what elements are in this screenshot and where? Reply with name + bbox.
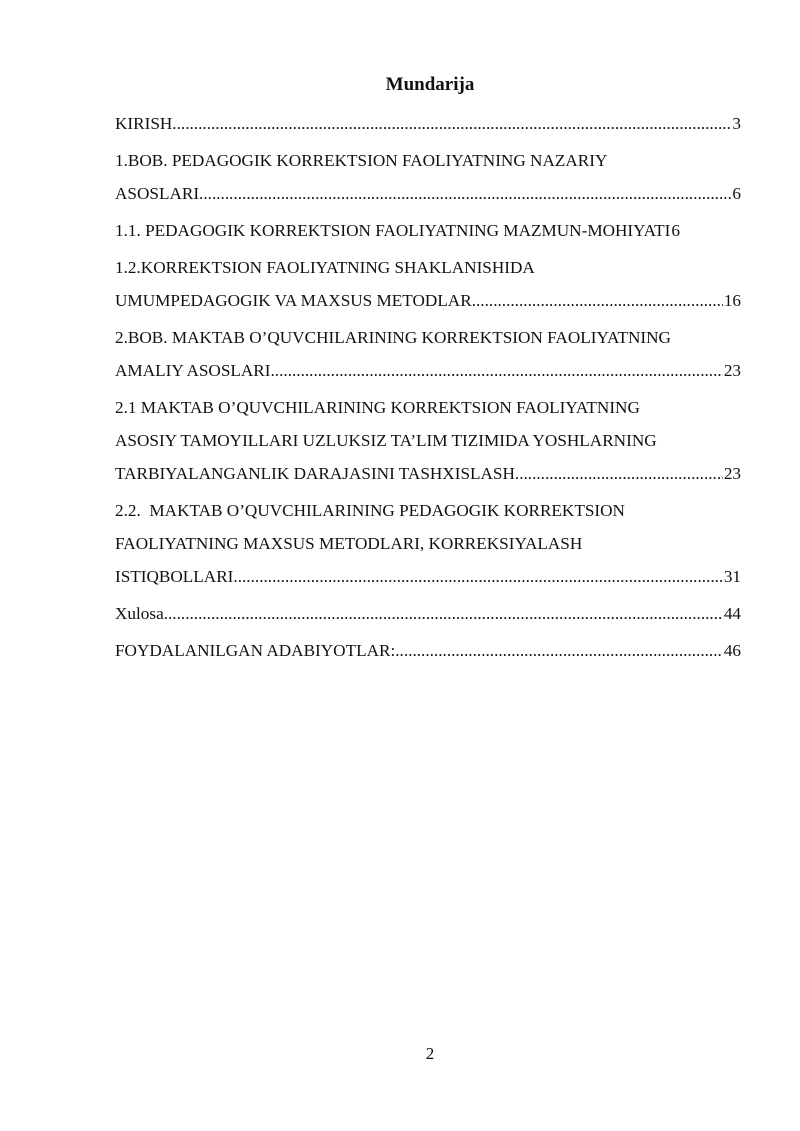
- dot-leader: [515, 457, 723, 490]
- toc-entry-line: [115, 391, 741, 424]
- toc-entry-references[interactable]: [115, 634, 741, 667]
- toc-entry-title: FAOLIYATNING MAXSUS METODLARI, KORREKSIYALASH: [115, 534, 583, 553]
- toc-entry-title: ISTIQBOLLARI: [115, 567, 234, 586]
- toc-entry-section-2-1[interactable]: [115, 391, 741, 490]
- toc-entry-title: ASOSIY TAMOYILLARI UZLUKSIZ TA’LIM TIZIMIDA YOSHLARNING: [115, 431, 657, 450]
- toc-entry-page: 6: [671, 221, 680, 240]
- table-of-contents: [115, 107, 741, 671]
- toc-entry-title: UMUMPEDAGOGIK VA MAXSUS METODLAR: [115, 291, 472, 310]
- toc-entry-title: 1.BOB. PEDAGOGIK KORREKTSION FAOLIYATNING NAZARIY: [115, 151, 608, 170]
- toc-entry-title: 2.1 MAKTAB O’QUVCHILARINING KORREKTSION FAOLIYATNING: [115, 398, 640, 417]
- toc-entry-line: [115, 251, 741, 284]
- dot-leader: [395, 634, 723, 667]
- toc-entry-page: 16: [723, 291, 741, 310]
- toc-entry-title: 2.2. MAKTAB O’QUVCHILARINING PEDAGOGIK KORREKTSION: [115, 501, 625, 520]
- toc-entry-page: 44: [723, 604, 741, 623]
- toc-entry-title: AMALIY ASOSLARI: [115, 361, 271, 380]
- page-number: 2: [425, 1044, 435, 1063]
- toc-entry-line: [115, 634, 741, 667]
- toc-entry-conclusion[interactable]: [115, 597, 741, 630]
- toc-entry-section-1-2[interactable]: [115, 251, 741, 317]
- dot-leader: [472, 284, 723, 317]
- toc-entry-page: 3: [732, 114, 741, 133]
- toc-entry-page: 23: [723, 361, 741, 380]
- toc-entry-line: [115, 560, 741, 593]
- toc-entry-title: 2.BOB. MAKTAB O’QUVCHILARINING KORREKTSION FAOLIYATNING: [115, 328, 671, 347]
- toc-entry-line: [115, 597, 741, 630]
- toc-entry-title: Xulosa: [115, 604, 164, 623]
- dot-leader: [271, 354, 723, 387]
- toc-entry-title: 1.1. PEDAGOGIK KORREKTSION FAOLIYATNING MAZMUN-MOHIYATI: [115, 221, 671, 240]
- toc-entry-line: [115, 527, 741, 560]
- toc-entry-line: [115, 321, 741, 354]
- toc-entry-title: FOYDALANILGAN ADABIYOTLAR:: [115, 641, 396, 660]
- toc-entry-title: ASOSLARI: [115, 184, 200, 203]
- toc-entry-line: [115, 457, 741, 490]
- toc-entry-line: [115, 107, 741, 140]
- toc-entry-line: [115, 424, 741, 457]
- dot-leader: [172, 107, 731, 140]
- dot-leader: [164, 597, 723, 630]
- toc-entry-section-1-1[interactable]: [115, 214, 741, 247]
- toc-entry-section-2-2[interactable]: [115, 494, 741, 593]
- toc-entry-line: [115, 494, 741, 527]
- toc-entry-title: 1.2.KORREKTSION FAOLIYATNING SHAKLANISHIDA: [115, 258, 535, 277]
- toc-entry-chapter-2[interactable]: [115, 321, 741, 387]
- toc-entry-page: 6: [732, 184, 741, 203]
- toc-entry-line: [115, 284, 741, 317]
- toc-entry-page: 46: [723, 641, 741, 660]
- dot-leader: [233, 560, 722, 593]
- toc-entry-page: 31: [723, 567, 741, 586]
- toc-entry-line: [115, 177, 741, 210]
- toc-title: Mundarija: [385, 74, 475, 95]
- toc-entry-line: [115, 214, 741, 247]
- toc-entry-introduction[interactable]: [115, 107, 741, 140]
- dot-leader: [199, 177, 731, 210]
- toc-entry-chapter-1[interactable]: [115, 144, 741, 210]
- toc-entry-title: KIRISH: [115, 114, 173, 133]
- toc-entry-page: 23: [723, 464, 741, 483]
- toc-entry-line: [115, 354, 741, 387]
- toc-entry-line: [115, 144, 741, 177]
- toc-entry-title: TARBIYALANGANLIK DARAJASINI TASHXISLASH: [115, 464, 515, 483]
